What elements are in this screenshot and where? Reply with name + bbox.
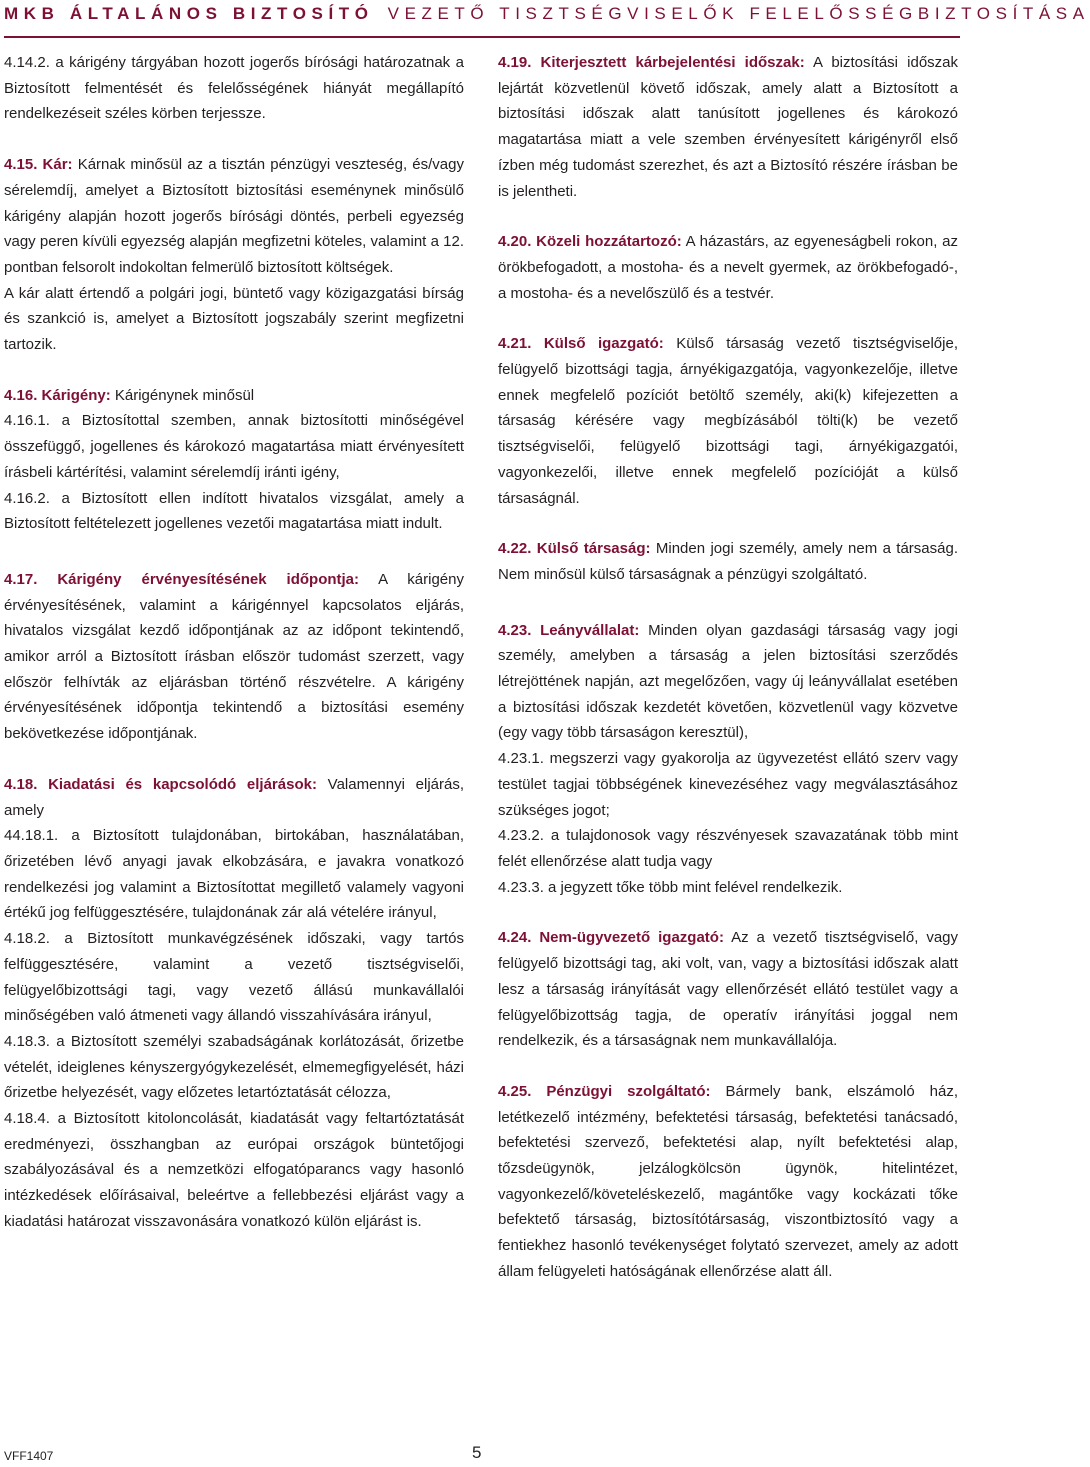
clause-title: 4.18. Kiadatási és kapcsolódó eljárások: [4,775,317,793]
clause-4-15-note: A kár alatt értendő a polgári jogi, büntető vagy közigazgatási bírság és szankció is, amelyet a Biztosított jogszabály szerint megfizetni tartozik. [4,284,464,354]
clause-4-25: 4.25. Pénzügyi szolgáltató: Bármely bank, elszámoló ház, letétkezelő intézmény, befektetési társaság, befektetési tanácsadó, befektetési szervező, befektetési alap, nyílt befektetési alap, tőzsdeügynök, jelzálogkölcsön ügynök, hitelintézet, vagyonkezelő/követeléskezelő, magántőke vagy kockázati tőke befektető társaság, biztosítótársaság, viszontbiztosító vagy a fentiekhez hasonló tevékenységet folytató szervezet, amely az adott állam felügyeleti hatóságának ellenőrzése alatt áll. [498,1082,958,1280]
clause-4-23-3: 4.23.3. a jegyzett tőke több mint felével rendelkezik. [498,878,843,896]
clause-4-19: 4.19. Kiterjesztett kárbejelentési időszak: A biztosítási időszak lejártát közvetlenül követő időszak, amely alatt a Biztosított a biztosítási időszak alatt tanúsított jogellenes és károkozó magatartása miatt a vele szemben érvényesített kárigényről első ízben még tudomást szerezhet, és azt a Biztosító részére írásban be is jelentheti. [498,54,959,200]
clause-title: 4.16. Kárigény: [4,386,111,404]
clause-4-18: 4.18. Kiadatási és kapcsolódó eljárások: Valamennyi eljárás, amely [4,775,464,819]
left-column [4,50,464,1235]
clause-title: 4.20. Közeli hozzátartozó: [498,233,682,251]
clause-title: 4.15. Kár: [4,156,73,174]
clause-4-17: 4.17. Kárigény érvényesítésének időpontja: A kárigény érvényesítésének, valamint a kárigénnyel kapcsolatos eljárás, hivatalos vizsgálat kezdő időpontjának az az időpont tekintendő, amikor arról a Biztosított írásban először tudomást szerzett, vagy először felhívták az eljárásban történő részvételre. A kárigény érvényesítésének időpontja tekintendő a biztosítási esemény bekövetkezése időpontjának. [4,570,464,743]
clause-title: 4.23. Leányvállalat: [498,621,640,639]
clause-4-20: 4.20. Közeli hozzátartozó: A házastárs, az egyeneságbeli rokon, az örökbefogadott, a mostoha- és a nevelt gyermek, az örökbefogadó-, a mostoha- és a nevelőszülő és a testvér. [498,233,958,302]
clause-title: 4.19. Kiterjesztett kárbejelentési időszak: [498,54,805,71]
clause-4-18-4: 4.18.4. a Biztosított kitoloncolását, kiadatását vagy feltartóztatását eredményezi, összhangban az európai országok büntetőjogi szabályozásával és a nemzetközi elfogatóparancs vagy hasonló intézkedések előírásaival, beleértve a fellebbezési eljárást vagy a kiadatási határozat visszavonására vonatkozó külön eljárást is. [4,1110,464,1230]
clause-title: 4.21. Külső igazgató: [498,335,664,353]
clause-4-15: 4.15. Kár: Kárnak minősül az a tisztán pénzügyi veszteség, és/vagy sérelemdíj, amelyet a Biztosított biztosítási eseménynek minősülő kárigény alapján hozott jogerős bírósági döntés, perbeli egyezség vagy peren kívüli egyezség alapján megfizetni köteles, valamint a 12. pontban felsorolt indokoltan felmerülő biztosított költségek. [4,156,464,276]
clause-4-18-3: 4.18.3. a Biztosított személyi szabadságának korlátozását, őrizetbe vételét, ideiglenes kényszergyógykezelését, elmemegfigyelését, házi őrizetbe helyezését, vagy előzetes letartóztatását célozza, [4,1032,464,1102]
clause-4-18-2: 4.18.2. a Biztosított munkavégzésének időszaki, vagy tartós felfüggesztésére, valamint a vezető tisztségviselői, felügyelőbizottsági tagi, vagy vezető állású munkavállalói minőségében való átmeneti vagy állandó visszahívására irányul, [4,930,464,1025]
clause-4-22: 4.22. Külső társaság: Minden jogi személy, amely nem a társaság. Nem minősül külső társaságnak a pénzügyi szolgáltató. [498,540,958,583]
document-code: VFF1407 [4,1449,54,1463]
clause-title: 4.25. Pénzügyi szolgáltató: [498,1082,711,1100]
clause-title: 4.17. Kárigény érvényesítésének időpontja: [4,570,360,588]
right-column [498,50,958,1285]
header-divider [4,36,960,38]
clause-4-14-2: 4.14.2. a kárigény tárgyában hozott jogerős bírósági határozatnak a Biztosított felmentését és felelősségének hiányát megállapító rendelkezéseit széles körben terjessze. [4,54,464,123]
clause-4-23: 4.23. Leányvállalat: Minden olyan gazdasági társaság vagy jogi személy, amelyben a társaság a jelen biztosítási szerződés létrejöttének napján, azt megelőzően, vagy új leányvállalat esetében a biztosítási időszak kezdetét követően, közvetlenül vagy közvetve (egy vagy több társaságon keresztül), [498,621,959,742]
clause-4-16-1: 4.16.1. a Biztosítottal szemben, annak biztosítotti minőségével összefüggő, jogellenes és károkozó magatartása miatt érvényesített írásbeli kártérítési, valamint sérelemdíj iránti igény, [4,412,464,481]
clause-4-21: 4.21. Külső igazgató: Külső társaság vezető tisztségviselője, felügyelő bizottsági tagja, árnyékigazgatója, vagyonkezelője, illetve ennek megfelelő pozíciót betöltő személy, aki(k) kifejezetten a társaság kérésére vagy megbízásából tölti(k) be vezető tisztségviselői, felügyelő bizottsági tagi, árnyékigazgatói, vagyonkezelői, illetve ennek megfelelő pozícióját a külső társaságnál. [498,335,958,507]
clause-4-23-1: 4.23.1. megszerzi vagy gyakorolja az ügyvezetést ellátó szerv vagy testület tagjai többségének kinevezéséhez vagy megválasztásához szükséges jogot; [498,750,958,819]
clause-4-16: 4.16. Kárigény: Kárigénynek minősül [4,386,255,404]
page-number: 5 [472,1443,482,1462]
clause-title: 4.22. Külső társaság: [498,540,651,558]
clause-4-23-2: 4.23.2. a tulajdonosok vagy részvényesek szavazatának több mint felét ellenőrzése alatt tudja vagy [498,827,958,870]
clause-4-16-2: 4.16.2. a Biztosított ellen indított hivatalos vizsgálat, amely a Biztosított feltételezett jogellenes vezetői magatartása miatt indult. [4,489,464,533]
clause-4-18-1: 44.18.1. a Biztosított tulajdonában, birtokában, használatában, őrizetében lévő anyagi javak elkobzására, e javakra vonatkozó rendelkezési jog valamint a Biztosítottat megillető valamely vagyoni értékű jog felfüggesztésére, tulajdonának zár alá vételére irányul, [4,827,464,922]
document-section-title: VEZETŐ TISZTSÉGVISELŐK FELELŐSSÉGBIZTOSÍTÁSA [387,4,1090,23]
clause-title: 4.24. Nem-ügyvezető igazgató: [498,929,724,947]
company-name: MKB ÁLTALÁNOS BIZTOSÍTÓ [4,4,374,23]
page-header [4,4,1090,24]
clause-4-24: 4.24. Nem-ügyvezető igazgató: Az a vezető tisztségviselő, vagy felügyelő bizottsági tag, aki volt, van, vagy a biztosítási időszak alatt lesz a társaság irányítását vagy ellenőrzését ellátó testület vagy a felügyelőbizottság tagja, de operatív irányítási joggal nem rendelkezik, és a társaságnak nem munkavállalója. [498,929,959,1050]
